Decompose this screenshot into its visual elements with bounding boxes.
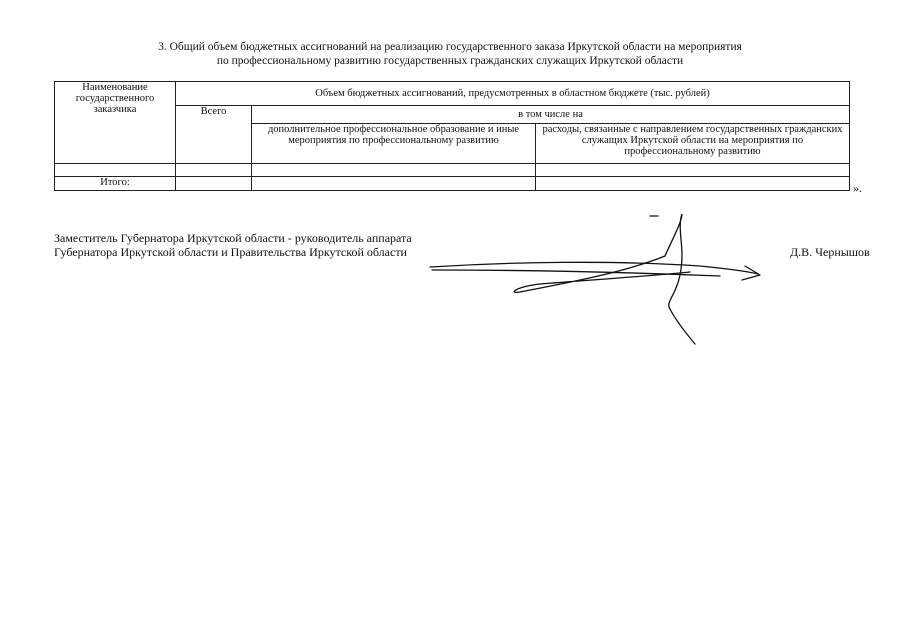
table-total-row <box>55 177 850 191</box>
table-header-row-1 <box>55 82 850 106</box>
budget-table <box>54 81 850 191</box>
signer-name: Д.В. Чернышов <box>790 245 870 259</box>
table-title <box>100 40 800 68</box>
table-cell <box>536 164 850 177</box>
total-label: Итого: <box>55 177 176 191</box>
title-line-1: 3. Общий объем бюджетных ассигнований на реализацию государственного заказа Иркутской области на мероприятия <box>158 41 742 53</box>
closing-quote: ». <box>853 181 862 195</box>
table-cell <box>176 164 252 177</box>
signatory-position <box>54 231 412 259</box>
header-customer: Наименование государственного заказчика <box>55 82 176 164</box>
table-cell <box>55 164 176 177</box>
table-cell <box>252 164 536 177</box>
signatory-line-2: Губернатора Иркутской области и Правительства Иркутской области <box>54 245 407 259</box>
table-cell <box>536 177 850 191</box>
handwritten-signature <box>420 214 770 349</box>
table-row <box>55 164 850 177</box>
header-total: Всего <box>176 106 252 164</box>
table-cell <box>252 177 536 191</box>
header-volume: Объем бюджетных ассигнований, предусмотренных в областном бюджете (тыс. рублей) <box>176 82 850 106</box>
table-cell <box>176 177 252 191</box>
header-additional-education: дополнительное профессиональное образование и иные мероприятия по профессиональному развитию <box>252 124 536 164</box>
signatory-line-1: Заместитель Губернатора Иркутской области - руководитель аппарата <box>54 231 412 245</box>
title-line-2: по профессиональному развитию государственных гражданских служащих Иркутской области <box>216 55 684 67</box>
header-including: в том числе на <box>252 106 850 124</box>
header-expenses: расходы, связанные с направлением государственных гражданских служащих Иркутской области на мероприятия по профессиональному развитию <box>536 124 850 164</box>
